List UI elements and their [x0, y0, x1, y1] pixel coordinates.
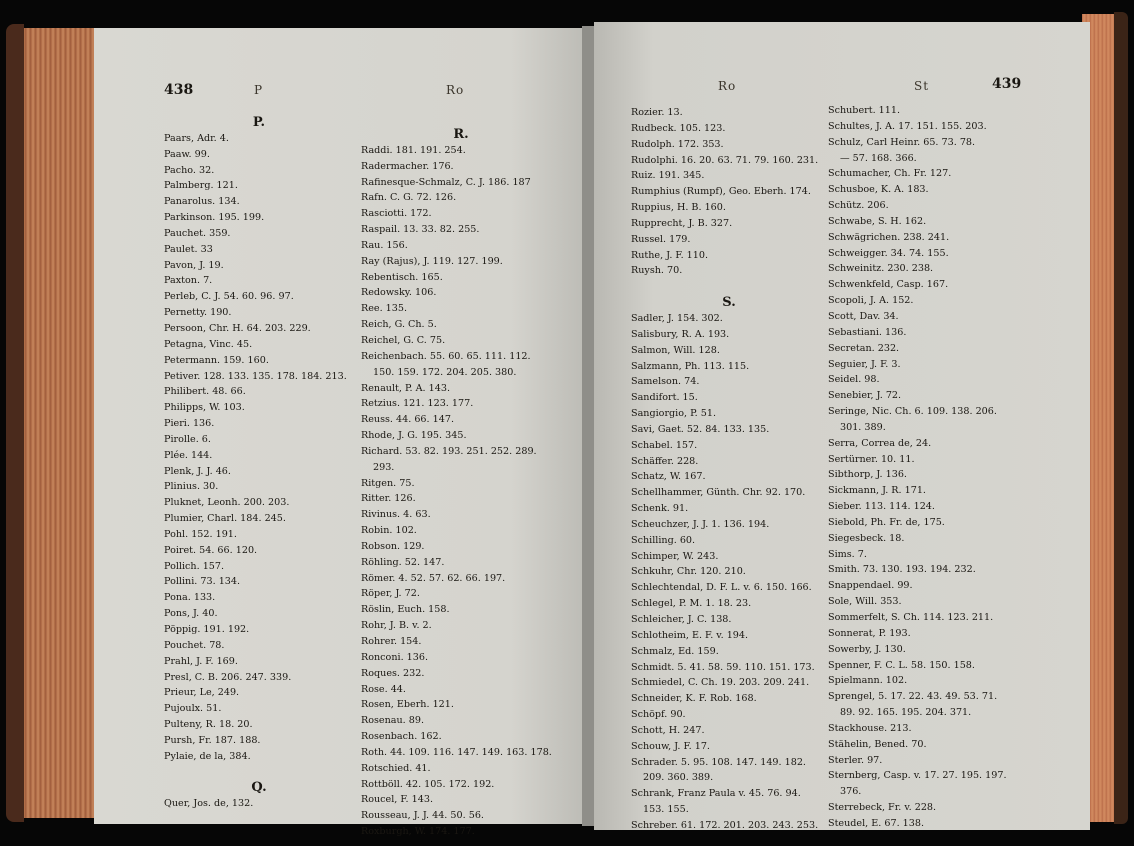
index-entry: Ray (Rajus), J. 119. 127. 199.	[361, 255, 503, 267]
index-entry: Pirolle. 6.	[164, 433, 211, 445]
index-entry: Seringe, Nic. Ch. 6. 109. 138. 206.	[828, 406, 997, 418]
index-entry: Persoon, Chr. H. 64. 203. 229.	[164, 322, 311, 334]
index-entry: Reuss. 44. 66. 147.	[361, 414, 455, 426]
index-entry: Rafn. C. G. 72. 126.	[361, 192, 457, 204]
index-entry: Smith. 73. 130. 193. 194. 232.	[828, 564, 976, 576]
index-entry: Seguier, J. F. 3.	[828, 358, 901, 370]
index-entry: Renault, P. A. 143.	[361, 382, 450, 394]
index-entry: Spenner, F. C. L. 58. 150. 158.	[828, 659, 975, 671]
index-entry: Pöppig. 191. 192.	[164, 624, 250, 635]
index-entry: Rafinesque-Schmalz, C. J. 186. 187	[361, 176, 531, 188]
running-header-right: Ro	[446, 83, 465, 97]
index-entry: Rottböll. 42. 105. 172. 192.	[361, 778, 495, 790]
page-number: 438	[164, 82, 194, 98]
index-entry: Ruysh. 70.	[631, 265, 683, 277]
index-entry: Steudel, E. 67. 138.	[828, 817, 925, 829]
index-column-left	[631, 105, 827, 834]
index-entry: Plumier, Charl. 184. 245.	[164, 513, 286, 525]
index-entry: Snappendael. 99.	[828, 580, 913, 592]
index-entry: Sonnerat, P. 193.	[828, 627, 911, 639]
index-entry: Sadler, J. 154. 302.	[631, 312, 723, 324]
index-entry: Schmidt. 5. 41. 58. 59. 110. 151. 173.	[631, 661, 815, 673]
index-entry: Philipps, W. 103.	[164, 402, 245, 414]
index-entry: Rohr, J. B. v. 2.	[361, 620, 432, 632]
index-entry: Pona. 133.	[164, 592, 216, 604]
left-cover	[6, 24, 24, 822]
index-entry: Paxton. 7.	[164, 275, 213, 287]
index-entry: Plenk, J. J. 46.	[164, 465, 231, 477]
index-entry: Sims. 7.	[828, 548, 867, 560]
index-entry: Pavon, J. 19.	[164, 259, 224, 271]
index-column-right	[361, 127, 561, 840]
index-entry: Pons, J. 40.	[164, 608, 218, 620]
index-entry: Schellhammer, Günth. Chr. 92. 170.	[631, 487, 806, 499]
running-header-right: St	[914, 79, 930, 93]
index-entry: Reich, G. Ch. 5.	[361, 319, 437, 331]
spacer	[631, 279, 827, 295]
index-entry: Retzius. 121. 123. 177.	[361, 398, 474, 410]
index-entry: Sommerfelt, S. Ch. 114. 123. 211.	[828, 612, 994, 623]
index-entry: Reichel, G. C. 75.	[361, 334, 446, 346]
index-entry: Rosen, Eberh. 121.	[361, 699, 454, 711]
index-entry: Pohl. 152. 191.	[164, 528, 237, 540]
index-entry: Schouw, J. F. 17.	[631, 740, 710, 752]
index-column-right	[828, 103, 1024, 832]
index-entry: Roxburgh, W. 174. 177.	[361, 826, 475, 838]
index-entry: Schultes, J. A. 17. 151. 155. 203.	[828, 120, 987, 132]
index-entry: Schweinitz. 230. 238.	[828, 263, 934, 275]
index-entry: Sternberg, Casp. v. 17. 27. 195. 197.	[828, 770, 1007, 782]
index-entry: Schlegel, P. M. 1. 18. 23.	[631, 598, 752, 610]
index-entry: Schmiedel, C. Ch. 19. 203. 209. 241.	[631, 677, 810, 689]
index-entry: Röper, J. 72.	[361, 588, 420, 600]
index-entry: Schweigger. 34. 74. 155.	[828, 247, 949, 259]
index-entry: Schatz, W. 167.	[631, 471, 706, 483]
index-entry: Seidel. 98.	[828, 374, 880, 386]
index-entry: Raddi. 181. 191. 254.	[361, 144, 466, 156]
index-entry: Panarolus. 134.	[164, 196, 240, 208]
index-entry: Perleb, C. J. 54. 60. 96. 97.	[164, 291, 294, 303]
spacer	[164, 765, 354, 781]
index-entry: Stackhouse. 213.	[828, 722, 912, 734]
index-entry: Quer, Jos. de, 132.	[164, 798, 254, 810]
index-entry: Pylaie, de la, 384.	[164, 750, 251, 762]
index-entry: Paars, Adr. 4.	[164, 132, 229, 144]
index-entry: Schkuhr, Chr. 120. 210.	[631, 566, 746, 578]
index-entry-continuation: — 57. 168. 366.	[840, 152, 917, 164]
index-entry: Sowerby, J. 130.	[828, 643, 906, 655]
index-entry: Röhling. 52. 147.	[361, 556, 445, 568]
index-entry: Schumacher, Ch. Fr. 127.	[828, 168, 952, 180]
index-entry: Rebentisch. 165.	[361, 271, 443, 283]
index-entry: Robson. 129.	[361, 540, 425, 552]
index-entry: Römer. 4. 52. 57. 62. 66. 197.	[361, 572, 506, 584]
index-entry: Pursh, Fr. 187. 188.	[164, 734, 261, 746]
right-page	[594, 22, 1090, 830]
index-entry: Pernetty. 190.	[164, 307, 232, 319]
index-entry: Pacho. 32.	[164, 164, 215, 176]
index-entry: Reichenbach. 55. 60. 65. 111. 112.	[361, 350, 531, 362]
index-entry: Schusboe, K. A. 183.	[828, 184, 929, 196]
index-entry: Sangiorgio, P. 51.	[631, 408, 716, 420]
index-entry: Philibert. 48. 66.	[164, 386, 246, 398]
index-entry: Pauchet. 359.	[164, 227, 231, 239]
index-entry: Prieur, Le, 249.	[164, 687, 240, 699]
index-entry: Salisbury, R. A. 193.	[631, 328, 730, 340]
index-entry: Schabel. 157.	[631, 439, 698, 451]
index-entry: Sterrebeck, Fr. v. 228.	[828, 802, 937, 814]
index-entry: Redowsky. 106.	[361, 287, 437, 299]
section-letter: R.	[453, 127, 469, 142]
index-entry: Röslin, Euch. 158.	[361, 604, 450, 616]
index-entry: Ronconi. 136.	[361, 651, 429, 663]
index-entry-continuation: 293.	[373, 461, 395, 473]
index-entry: Sibthorp, J. 136.	[828, 469, 907, 481]
index-entry: Rudbeck. 105. 123.	[631, 122, 726, 134]
index-entry: Rupprecht, J. B. 327.	[631, 217, 733, 229]
index-entry: Samelson. 74.	[631, 376, 700, 388]
index-entry: Sieber. 113. 114. 124.	[828, 501, 935, 513]
index-entry: Raspail. 13. 33. 82. 255.	[361, 224, 480, 236]
index-entry: Paulet. 33	[164, 243, 213, 255]
index-entry: Sole, Will. 353.	[828, 596, 902, 608]
index-entry: Schimper, W. 243.	[631, 550, 719, 562]
running-header-left: Ro	[718, 79, 737, 93]
index-entry: Pouchet. 78.	[164, 639, 225, 651]
index-entry: Paaw. 99.	[164, 148, 210, 160]
index-entry: Rousseau, J. J. 44. 50. 56.	[361, 810, 484, 822]
index-entry: Rudolph. 172. 353.	[631, 138, 724, 150]
index-entry: Rhode, J. G. 195. 345.	[361, 430, 467, 442]
index-entry: Sertürner. 10. 11.	[828, 453, 915, 465]
index-entry: Schrader. 5. 95. 108. 147. 149. 182.	[631, 756, 806, 768]
index-entry: Rumphius (Rumpf), Geo. Eberh. 174.	[631, 186, 811, 198]
index-entry: Ree. 135.	[361, 303, 408, 315]
index-entry: Prahl, J. F. 169.	[164, 655, 238, 667]
index-entry: Ritter. 126.	[361, 493, 416, 505]
index-entry: Richard. 53. 82. 193. 251. 252. 289.	[361, 445, 537, 457]
index-entry: Schulz, Carl Heinr. 65. 73. 78.	[828, 136, 976, 148]
index-entry: Ruiz. 191. 345.	[631, 170, 705, 182]
index-entry: Rozier. 13.	[631, 107, 683, 118]
index-entry: Rudolphi. 16. 20. 63. 71. 79. 160. 231.	[631, 154, 819, 166]
index-entry: Rosenbach. 162.	[361, 731, 442, 743]
index-entry: Siebold, Ph. Fr. de, 175.	[828, 516, 945, 528]
index-entry: Ritgen. 75.	[361, 477, 415, 489]
index-entry-continuation: 153. 155.	[643, 804, 689, 816]
index-entry: Schleicher, J. C. 138.	[631, 614, 732, 625]
index-entry: Petermann. 159. 160.	[164, 354, 269, 366]
index-entry: Schlotheim, E. F. v. 194.	[631, 629, 749, 641]
index-entry: Plée. 144.	[164, 449, 213, 461]
index-entry: Plinius. 30.	[164, 481, 219, 493]
index-entry: Schneider, K. F. Rob. 168.	[631, 693, 757, 705]
index-entry: Robin. 102.	[361, 525, 417, 537]
index-entry: Presl, C. B. 206. 247. 339.	[164, 671, 292, 683]
index-entry: Serra, Correa de, 24.	[828, 437, 932, 449]
index-entry: Pollini. 73. 134.	[164, 576, 241, 588]
index-entry: Schütz. 206.	[828, 200, 889, 212]
section-letter: P.	[252, 115, 266, 130]
page-number: 439	[992, 76, 1022, 92]
index-entry: Pujoulx. 51.	[164, 703, 222, 715]
section-letter: Q.	[251, 780, 267, 796]
index-entry: Russel. 179.	[631, 233, 691, 245]
index-entry: Scott, Dav. 34.	[828, 310, 899, 322]
index-entry: Rasciotti. 172.	[361, 208, 432, 220]
index-entry: Rau. 156.	[361, 239, 408, 251]
index-entry: Poiret. 54. 66. 120.	[164, 544, 258, 556]
index-column-left	[164, 115, 354, 812]
index-entry: Palmberg. 121.	[164, 180, 238, 192]
index-entry: Senebier, J. 72.	[828, 390, 902, 402]
running-header-left: P	[254, 83, 264, 97]
index-entry: Roques. 232.	[361, 667, 425, 679]
index-entry-continuation: 301. 389.	[840, 421, 886, 433]
index-entry: Schmalz, Ed. 159.	[631, 645, 719, 657]
index-entry: Rose. 44.	[361, 683, 406, 695]
index-entry: Stähelin, Bened. 70.	[828, 738, 927, 750]
left-page-edges	[10, 28, 98, 818]
index-entry: Schwägrichen. 238. 241.	[828, 231, 950, 243]
index-entry-continuation: 150. 159. 172. 204. 205. 380.	[373, 366, 517, 378]
index-entry: Scheuchzer, J. J. 1. 136. 194.	[631, 518, 770, 530]
index-entry: Secretan. 232.	[828, 342, 900, 354]
index-entry: Roucel, F. 143.	[361, 794, 434, 806]
index-entry: Salzmann, Ph. 113. 115.	[631, 360, 750, 372]
index-entry: Siegesbeck. 18.	[828, 532, 905, 544]
index-entry: Ruppius, H. B. 160.	[631, 202, 726, 214]
index-entry: Schlechtendal, D. F. L. v. 6. 150. 166.	[631, 582, 812, 594]
index-entry-continuation: 209. 360. 389.	[643, 772, 714, 784]
index-entry: Spielmann. 102.	[828, 675, 908, 687]
index-entry: Schott, H. 247.	[631, 724, 705, 736]
index-entry: Sterler. 97.	[828, 754, 883, 766]
index-entry: Savi, Gaet. 52. 84. 133. 135.	[631, 423, 770, 435]
index-entry: Sprengel, 5. 17. 22. 43. 49. 53. 71.	[828, 691, 998, 703]
index-entry: Schäffer. 228.	[631, 455, 699, 467]
index-entry: Rohrer. 154.	[361, 636, 422, 647]
index-entry: Sickmann, J. R. 171.	[828, 485, 926, 497]
index-entry: Rivinus. 4. 63.	[361, 509, 431, 521]
index-entry-continuation: 89. 92. 165. 195. 204. 371.	[840, 707, 972, 719]
index-entry: Rotschied. 41.	[361, 762, 431, 774]
index-entry: Petagna, Vinc. 45.	[164, 338, 253, 350]
index-entry: Sandifort. 15.	[631, 392, 698, 404]
index-entry: Scopoli, J. A. 152.	[828, 295, 914, 307]
index-entry: Roth. 44. 109. 116. 147. 149. 163. 178.	[361, 746, 552, 758]
index-entry: Schwenkfeld, Casp. 167.	[828, 279, 949, 291]
index-entry: Schreber. 61. 172. 201. 203. 243. 253.	[631, 819, 819, 831]
index-entry: Pollich. 157.	[164, 560, 225, 572]
index-entry: Schenk. 91.	[631, 503, 689, 515]
index-entry: Sebastiani. 136.	[828, 326, 907, 338]
index-entry-continuation: 376.	[840, 786, 862, 798]
index-entry: Parkinson. 195. 199.	[164, 212, 265, 224]
index-entry: Schwabe, S. H. 162.	[828, 215, 927, 227]
index-entry: Salmon, Will. 128.	[631, 344, 720, 356]
index-entry: Schilling. 60.	[631, 534, 696, 546]
index-entry: Pieri. 136.	[164, 418, 215, 430]
index-entry: Pulteny, R. 18. 20.	[164, 719, 253, 731]
index-entry: Schubert. 111.	[828, 105, 901, 116]
left-page	[94, 28, 584, 838]
index-entry: Rosenau. 89.	[361, 715, 425, 727]
index-entry: Ruthe, J. F. 110.	[631, 249, 709, 261]
right-cover	[1114, 12, 1128, 824]
index-entry: Schöpf. 90.	[631, 709, 686, 721]
index-entry: Pluknet, Leonh. 200. 203.	[164, 497, 290, 509]
index-entry: Petiver. 128. 133. 135. 178. 184. 213.	[164, 370, 347, 382]
section-letter: S.	[722, 295, 736, 311]
index-entry: Radermacher. 176.	[361, 160, 454, 172]
index-entry: Schrank, Franz Paula v. 45. 76. 94.	[631, 788, 801, 800]
